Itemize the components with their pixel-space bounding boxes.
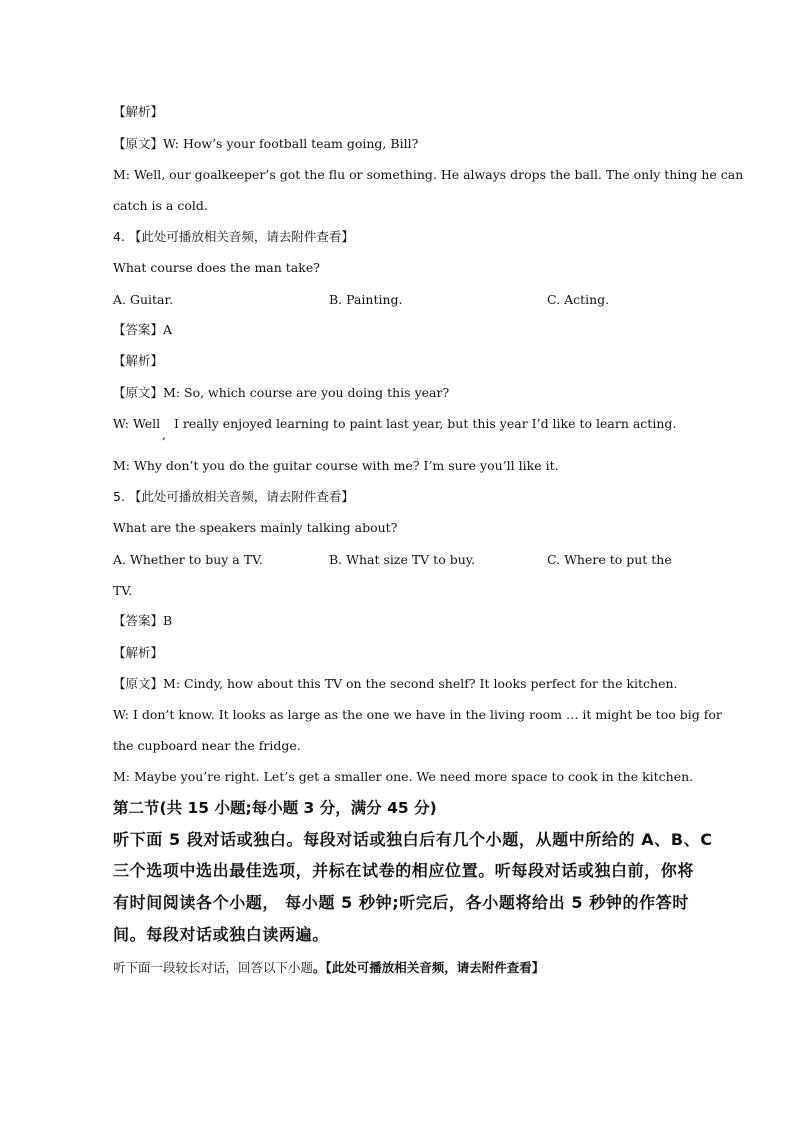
option-a: A. Whether to buy a TV. <box>113 552 263 567</box>
option-c-continuation: TV. <box>113 583 133 598</box>
question-header: 4. 【此处可播放相关音频，请去附件查看】 <box>113 229 354 244</box>
transcript-line: W: Well <box>113 416 161 431</box>
transcript-line: M: Well, our goalkeeper’s got the flu or something. He always drops the ball. The only thing he can <box>113 167 744 182</box>
answer-line <box>113 613 172 629</box>
transcript-line <box>113 676 678 692</box>
transcript-tag: 【原文】 <box>113 676 164 691</box>
transcript-text: M: Cindy, how about this TV on the second shelf? It looks perfect for the kitchen. <box>163 676 678 691</box>
analysis-label: 【解析】 <box>113 353 164 368</box>
transcript-line: catch is a cold. <box>113 198 208 213</box>
answer-line <box>113 322 172 338</box>
answer-value: A <box>163 322 173 337</box>
analysis-label: 【解析】 <box>113 104 164 119</box>
transcript-line <box>113 385 449 401</box>
option-c: C. Where to put the <box>547 552 672 567</box>
transcript-line: M: Why don’t you do the guitar course with me? I’m sure you’ll like it. <box>113 458 559 473</box>
transcript-line <box>113 136 418 152</box>
answer-value: B <box>163 613 173 628</box>
transcript-line: I really enjoyed learning to paint last year, but this year I’d like to learn acting. <box>174 416 677 431</box>
transcript-comma: , <box>162 428 166 442</box>
instruction-line: 间。每段对话或独白读两遍。 <box>113 925 329 944</box>
transcript-tag: 【原文】 <box>113 136 164 151</box>
analysis-label: 【解析】 <box>113 645 164 660</box>
option-a: A. Guitar. <box>113 292 174 307</box>
instruction-line: 听下面 5 段对话或独白。每段对话或独白后有几个小题，从题中所给的 A、B、C <box>113 830 713 849</box>
question-text: What course does the man take? <box>113 260 320 275</box>
transcript-text: W: How’s your football team going, Bill? <box>163 136 419 151</box>
answer-tag: 【答案】 <box>113 613 164 628</box>
answer-tag: 【答案】 <box>113 322 164 337</box>
transcript-line: W: I don’t know. It looks as large as the one we have in the living room … it might be too big for <box>113 707 722 722</box>
audio-note: 。【此处可播放相关音频，请去附件查看】 <box>313 960 545 975</box>
transcript-line: the cupboard near the fridge. <box>113 738 301 753</box>
section-prompt-text: 听下面一段较长对话，回答以下小题 <box>113 960 314 975</box>
option-b: B. What size TV to buy. <box>329 552 476 567</box>
option-c: C. Acting. <box>547 292 610 307</box>
option-b: B. Painting. <box>329 292 403 307</box>
section-prompt <box>113 960 544 976</box>
question-text: What are the speakers mainly talking about? <box>113 520 398 535</box>
section-title: 第二节(共 15 小题;每小题 3 分，满分 45 分) <box>113 799 437 817</box>
question-header: 5. 【此处可播放相关音频，请去附件查看】 <box>113 489 354 504</box>
transcript-tag: 【原文】 <box>113 385 164 400</box>
instruction-line: 三个选项中选出最佳选项，并标在试卷的相应位置。听每段对话或独白前，你将 <box>113 861 695 880</box>
transcript-text: M: So, which course are you doing this year? <box>163 385 450 400</box>
instruction-line: 有时间阅读各个小题， 每小题 5 秒钟;听完后，各小题将给出 5 秒钟的作答时 <box>113 893 689 912</box>
transcript-line: M: Maybe you’re right. Let’s get a smaller one. We need more space to cook in the kitchen. <box>113 769 694 784</box>
